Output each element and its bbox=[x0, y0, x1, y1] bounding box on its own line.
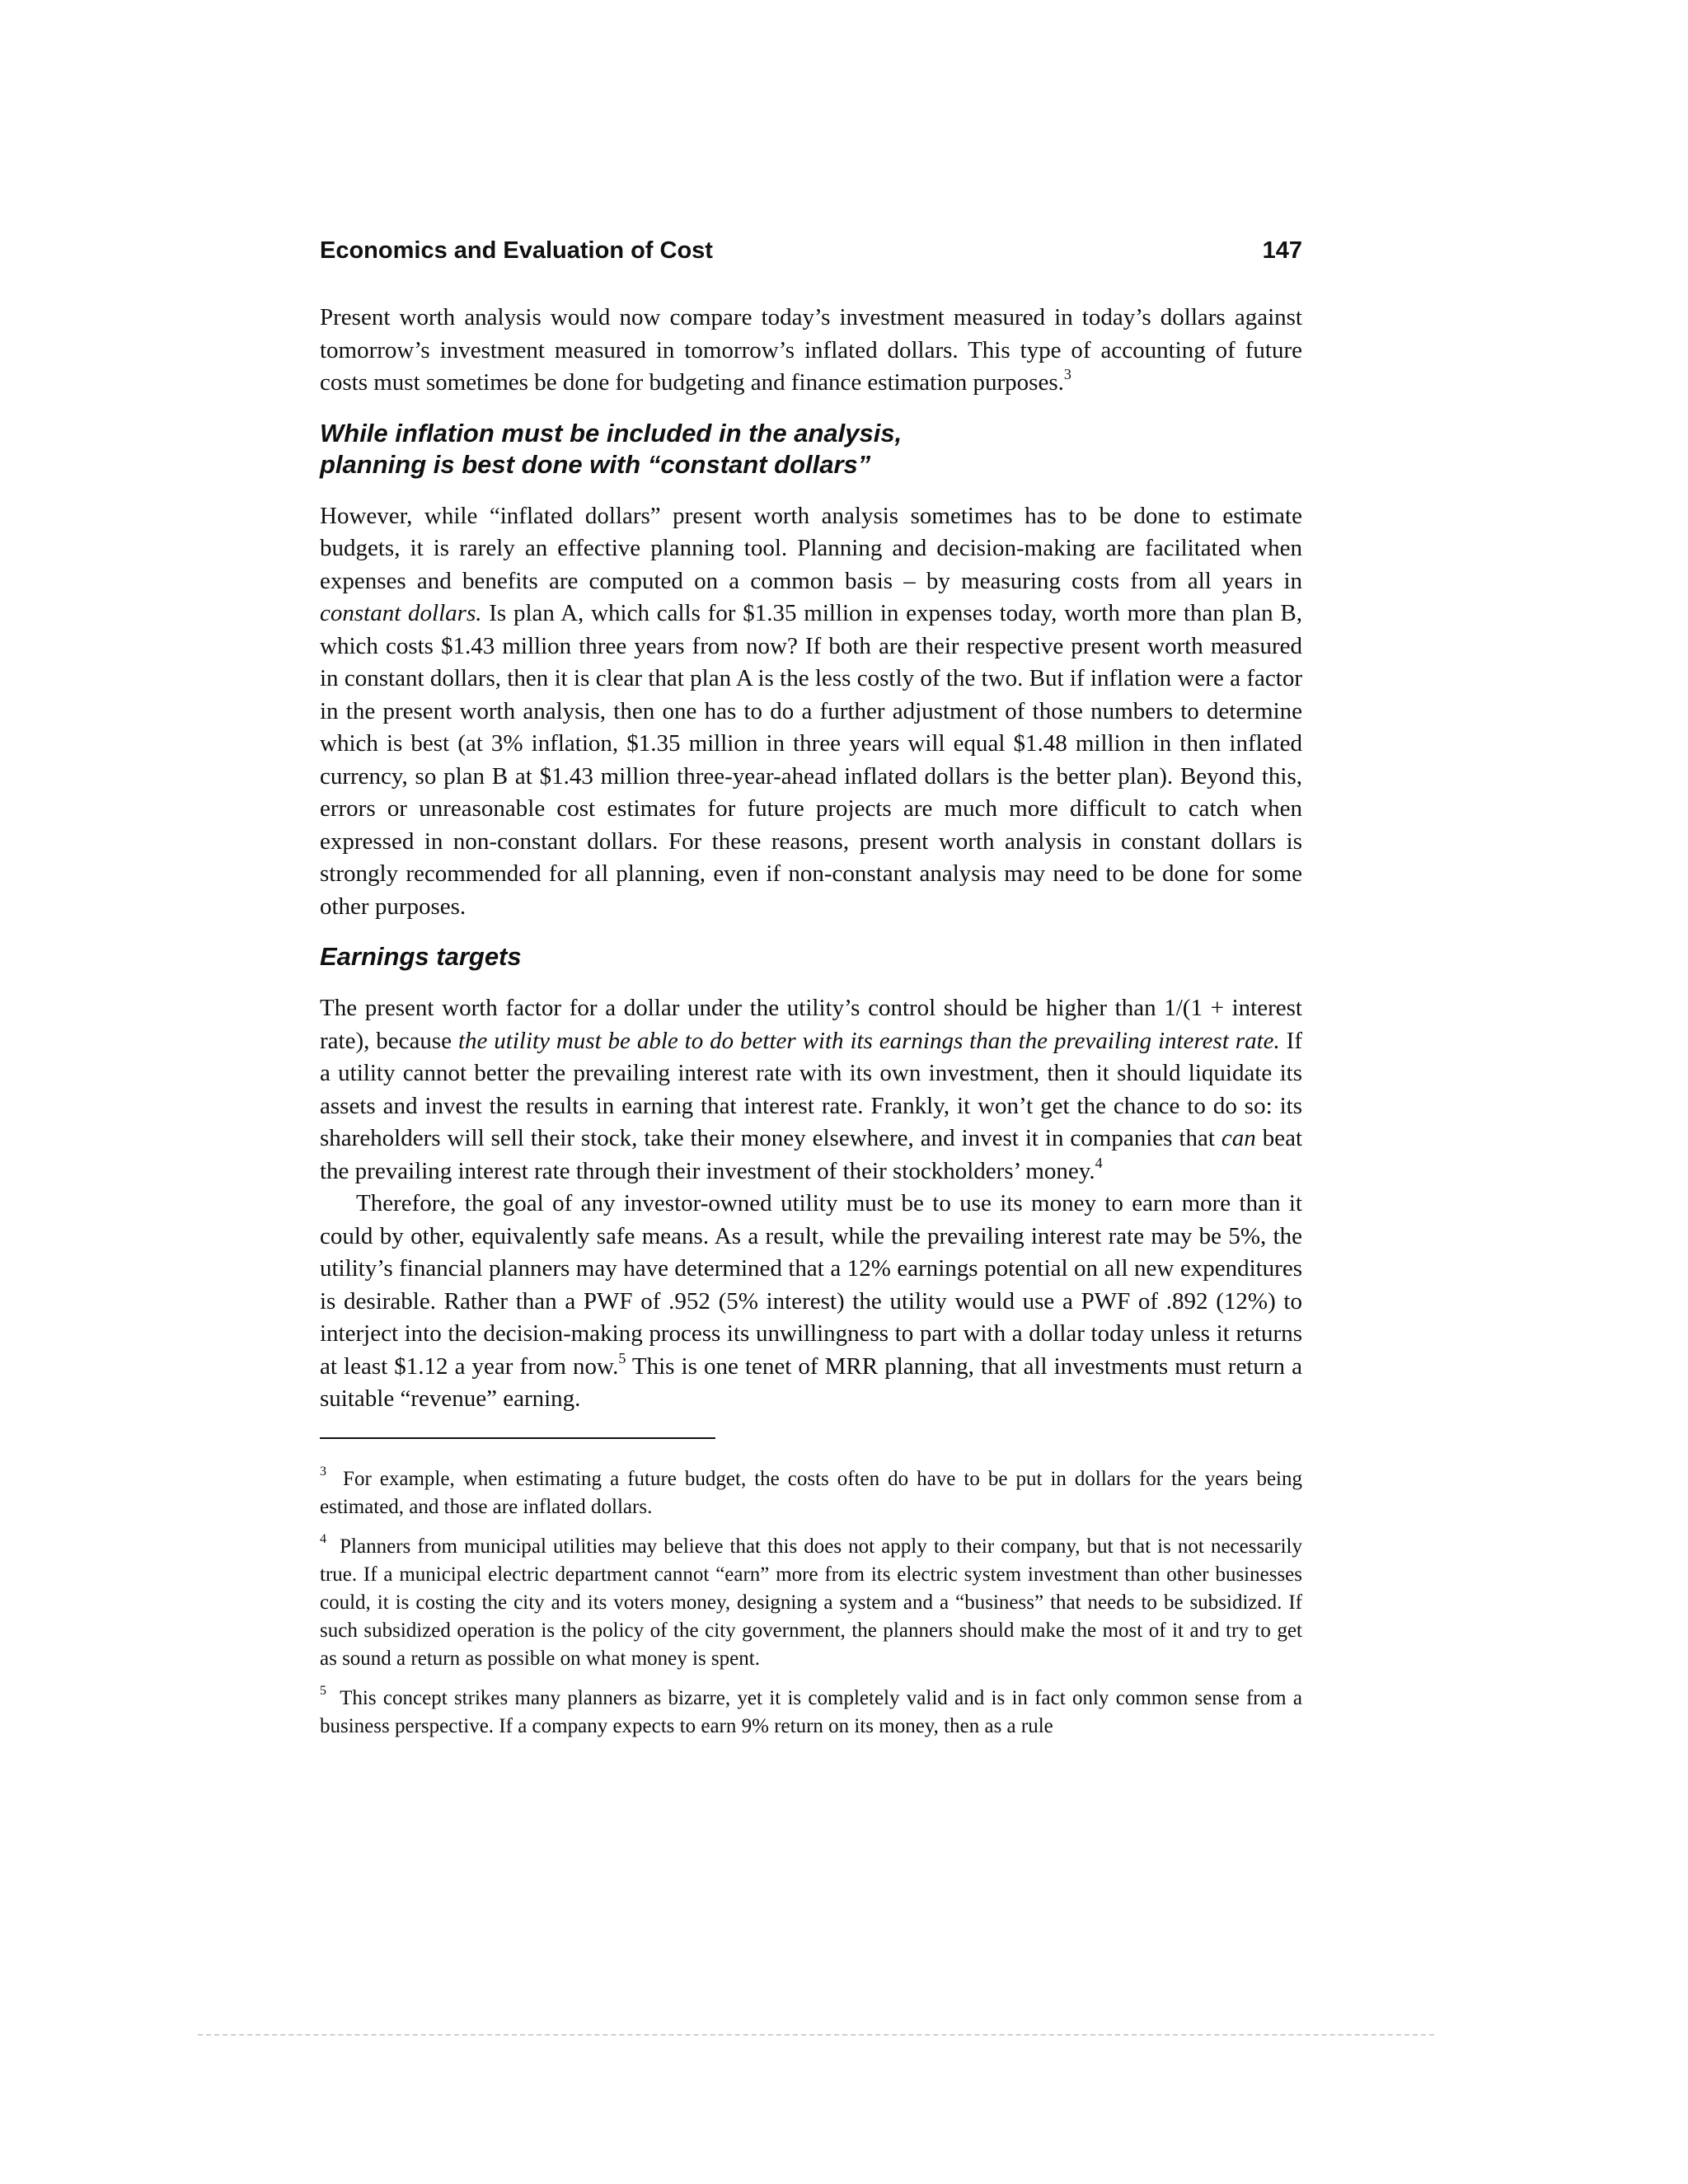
paragraph-text: However, while “inflated dollars” present worth analysis sometimes has to be done to estimate budgets, it is rarely an effective planning tool. Planning and decision-making are facilitated when expenses and benefits are computed on a common basis – by measuring costs from all years in bbox=[320, 502, 1302, 594]
footnote-text: Planners from municipal utilities may believe that this does not apply to their company, but that is not necessarily true. If a municipal electric department cannot “earn” more from its electric system investment than other businesses could, it is costing the city and its voters money, designing a system and a “business” that needs to be subsidized. If such subsidized operation is the policy of the city government, the planners should make the most of it and try to get as sound a return as possible on what money is spent. bbox=[320, 1535, 1302, 1670]
footnote-number: 5 bbox=[320, 1684, 326, 1699]
paragraph-investor-owned-goal bbox=[320, 1188, 1302, 1416]
paragraph-text: This is one tenet of MRR planning, that all investments must return a suitable “revenue” earning. bbox=[320, 1352, 1303, 1412]
paragraph-text: Is plan A, which calls for $1.35 million in expenses today, worth more than plan B, which costs $1.43 million three years from now? If both are their respective present worth measured in constant dollars, then it is clear that plan A is the less costly of the two. But if inflation were a factor in the present worth analysis, then one has to do a further adjustment of those numbers to determine which is best (at 3% inflation, $1.35 million in three years will equal $1.48 million in then inflated currency, so plan B at $1.43 million three-year-ahead inflated dollars is the better plan). Beyond this, errors or unreasonable cost estimates for future projects are much more difficult to catch when expressed in non-constant dollars. For these reasons, present worth analysis in constant dollars is strongly recommended for all planning, even if non-constant analysis may need to be done for some other purposes. bbox=[320, 600, 1303, 920]
paragraph-text: beat the prevailing interest rate through their investment of their stockholders’ money. bbox=[320, 1125, 1302, 1184]
footnote-5 bbox=[320, 1685, 1302, 1741]
heading-line-2: planning is best done with “constant dollars” bbox=[320, 449, 871, 479]
paragraph-earnings-targets bbox=[320, 992, 1302, 1188]
footnote-4 bbox=[320, 1533, 1302, 1673]
page-number: 147 bbox=[1262, 237, 1302, 264]
book-page bbox=[320, 237, 1302, 1752]
footnote-divider bbox=[320, 1437, 715, 1439]
footnote-ref-5[interactable]: 5 bbox=[618, 1349, 626, 1366]
paragraph-present-worth-inflated bbox=[320, 302, 1302, 400]
footnote-text: For example, when estimating a future budget, the costs often do have to be put in dollars for the years being estimated, and those are inflated dollars. bbox=[320, 1467, 1303, 1518]
emphasis-can: can bbox=[1221, 1125, 1256, 1151]
paragraph-text: Present worth analysis would now compare today’s investment measured in today’s dollars against tomorrow’s investment measured in tomorrow’s inflated dollars. This type of accounting of future costs must sometimes be done for budgeting and finance estimation purposes. bbox=[320, 304, 1302, 396]
emphasis-constant-dollars: constant dollars. bbox=[320, 600, 482, 626]
chapter-title: Economics and Evaluation of Cost bbox=[320, 237, 713, 264]
running-header bbox=[320, 237, 1302, 277]
footnote-ref-3[interactable]: 3 bbox=[1063, 366, 1071, 383]
scan-artifact-line bbox=[198, 2034, 1434, 2036]
section-heading-constant-dollars bbox=[320, 418, 1302, 480]
heading-line-1: While inflation must be included in the analysis, bbox=[320, 418, 903, 448]
footnote-ref-4[interactable]: 4 bbox=[1095, 1154, 1103, 1171]
footnote-3 bbox=[320, 1465, 1302, 1521]
footnote-text: This concept strikes many planners as bizarre, yet it is completely valid and is in fact only common sense from a business perspective. If a company expects to earn 9% return on its money, then as a rule bbox=[320, 1686, 1302, 1737]
paragraph-constant-dollars bbox=[320, 500, 1302, 924]
paragraph-text: The present worth factor for a dollar under the utility’s control should be higher than 1/(1 + interest rate), because bbox=[320, 995, 1302, 1054]
footnote-number: 3 bbox=[320, 1465, 326, 1479]
emphasis-utility-must-do-better: the utility must be able to do better with its earnings than the prevailing interest rate. bbox=[457, 1027, 1280, 1054]
section-heading-earnings-targets: Earnings targets bbox=[320, 942, 522, 971]
paragraph-text: If a utility cannot better the prevailing interest rate with its own investment, then it should liquidate its assets and invest the results in earning that interest rate. Frankly, it won’t get the chance to do so: its shareholders will sell their stock, take their money elsewhere, and invest it in companies that bbox=[320, 1027, 1302, 1151]
footnote-number: 4 bbox=[320, 1532, 326, 1547]
paragraph-text: Therefore, the goal of any investor-owned utility must be to use its money to earn more than it could by other, equivalently safe means. As a result, while the prevailing interest rate may be 5%, the utility’s financial planners may have determined that a 12% earnings potential on all new expenditures is desirable. Rather than a PWF of .952 (5% interest) the utility would use a PWF of .892 (12%) to interject into the decision-making process its unwillingness to part with a dollar today unless it returns at least $1.12 a year from now. bbox=[320, 1190, 1302, 1380]
